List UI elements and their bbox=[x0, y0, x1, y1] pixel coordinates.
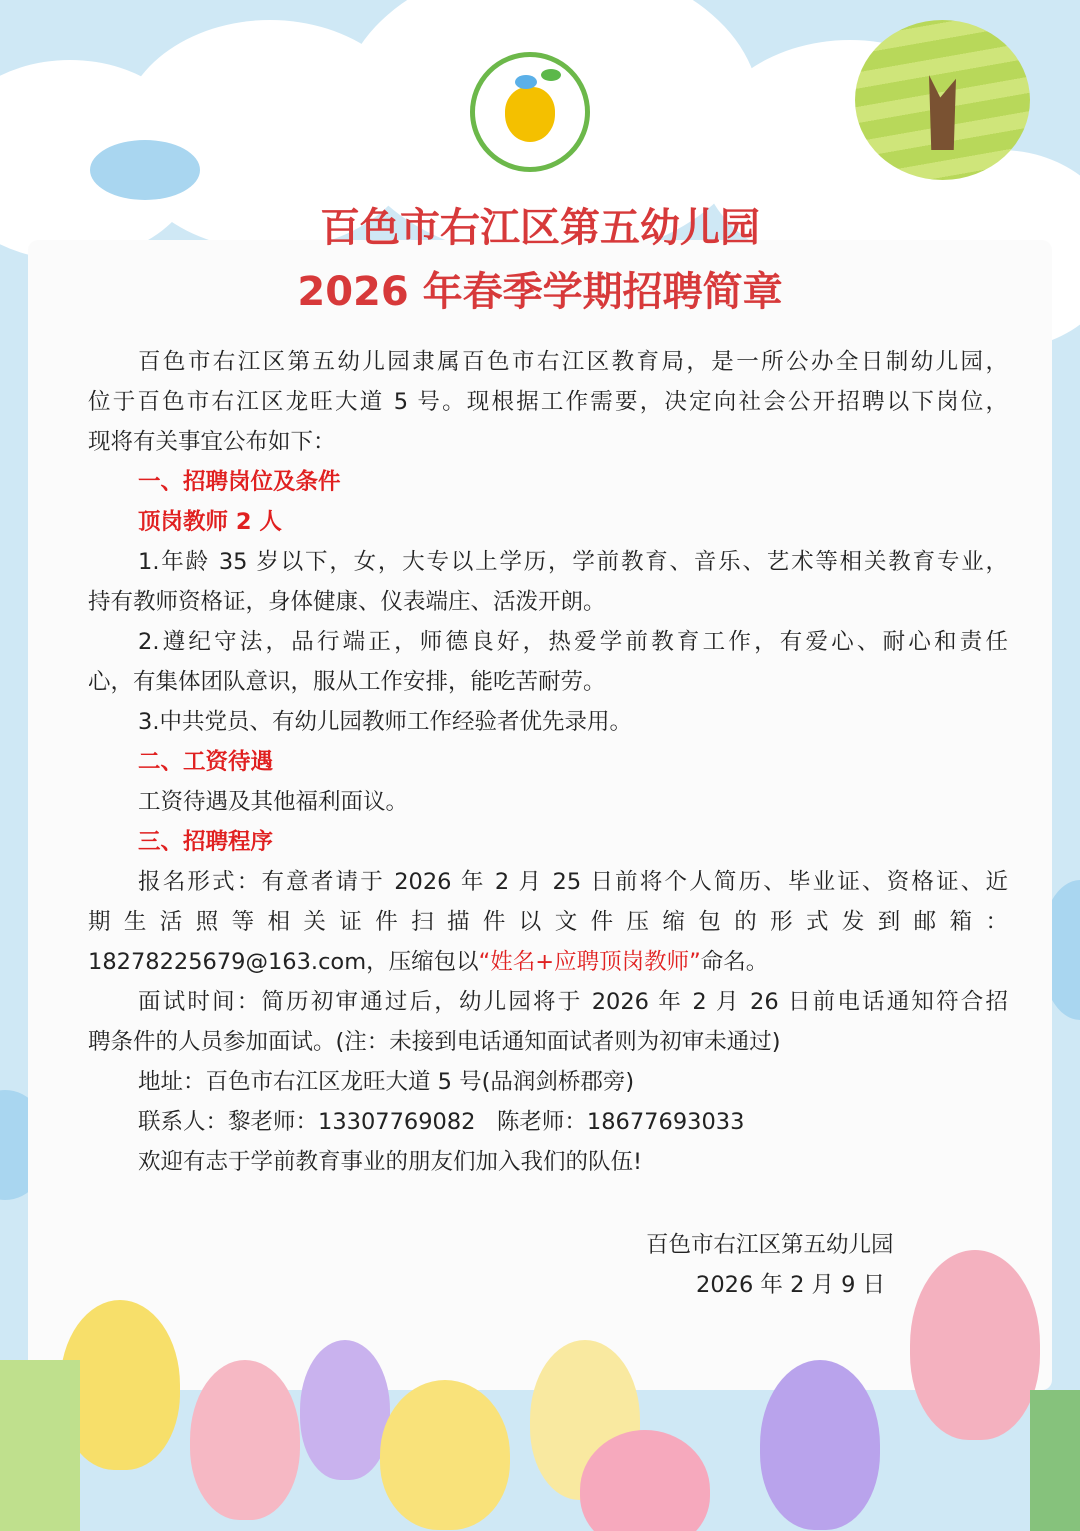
intro-line: 百色市右江区第五幼儿园隶属百色市右江区教育局，是一所公办全日制幼儿园， bbox=[138, 349, 1008, 375]
file-name-format: “姓名+应聘顶岗教师” bbox=[478, 949, 701, 975]
section-heading: 二、工资待遇 bbox=[138, 749, 274, 775]
contact: 联系人：黎老师：13307769082 陈老师：18677693033 bbox=[138, 1109, 745, 1135]
signature-org: 百色市右江区第五幼儿园 bbox=[646, 1232, 894, 1258]
welcome-text: 欢迎有志于学前教育事业的朋友们加入我们的队伍! bbox=[138, 1149, 643, 1175]
intro-line: 现将有关事宜公布如下： bbox=[88, 429, 336, 455]
apply-line bbox=[88, 947, 1008, 977]
apply-line: 报名形式：有意者请于 2026 年 2 月 25 日前将个人简历、毕业证、资格证、近 bbox=[138, 869, 1008, 895]
requirement-line: 心，有集体团队意识，服从工作安排，能吃苦耐劳。 bbox=[88, 669, 606, 695]
apply-end: 命名。 bbox=[700, 949, 769, 975]
page-title-line1: 百色市右江区第五幼儿园 bbox=[320, 205, 760, 251]
interview-line: 聘条件的人员参加面试。(注：未接到电话通知面试者则为初审未通过) bbox=[88, 1029, 781, 1055]
salary-text: 工资待遇及其他福利面议。 bbox=[138, 789, 409, 815]
section-heading: 一、招聘岗位及条件 bbox=[138, 469, 341, 495]
requirement-line: 1.年龄 35 岁以下，女，大专以上学历，学前教育、音乐、艺术等相关教育专业， bbox=[138, 549, 1008, 575]
requirement-line: 3.中共党员、有幼儿园教师工作经验者优先录用。 bbox=[138, 709, 632, 735]
page-title-line2: 2026 年春季学期招聘简章 bbox=[297, 269, 783, 315]
tulip-flowers-decoration bbox=[0, 1250, 1080, 1531]
position-title: 顶岗教师 2 人 bbox=[138, 509, 282, 535]
signature-date: 2026 年 2 月 9 日 bbox=[696, 1272, 886, 1298]
requirement-line: 2.遵纪守法，品行端正，师德良好，热爱学前教育工作，有爱心、耐心和责任 bbox=[138, 629, 1008, 655]
requirement-line: 持有教师资格证，身体健康、仪表端庄、活泼开朗。 bbox=[88, 589, 606, 615]
interview-line: 面试时间：简历初审通过后，幼儿园将于 2026 年 2 月 26 日前电话通知符合招 bbox=[138, 989, 1008, 1015]
kindergarten-logo bbox=[470, 52, 590, 172]
section-heading: 三、招聘程序 bbox=[138, 829, 274, 855]
email-address: 18278225679@163.com，压缩包以 bbox=[88, 949, 479, 975]
apply-line: 期生活照等相关证件扫描件以文件压缩包的形式发到邮箱： bbox=[88, 909, 1008, 935]
address: 地址：百色市右江区龙旺大道 5 号(品润剑桥郡旁) bbox=[138, 1069, 635, 1095]
intro-line: 位于百色市右江区龙旺大道 5 号。现根据工作需要，决定向社会公开招聘以下岗位， bbox=[88, 389, 1008, 415]
